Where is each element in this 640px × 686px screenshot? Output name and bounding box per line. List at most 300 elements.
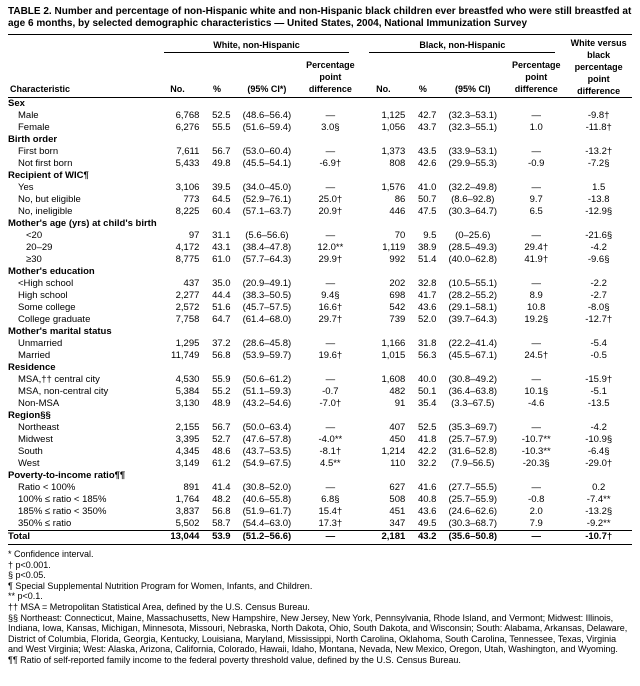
value-cell: 9.4§ [321, 290, 340, 301]
value-cell: (43.7–53.5) [242, 446, 292, 457]
value-cell: -11.8† [585, 122, 612, 133]
value-cell: (57.1–63.7) [242, 206, 292, 217]
data-row [8, 254, 632, 266]
value-cell: 4,530 [175, 374, 200, 385]
value-cell: (52.9–76.1) [242, 194, 292, 205]
value-cell: 627 [389, 482, 406, 493]
characteristic-cell: Not first born [18, 158, 73, 169]
value-cell: (51.6–59.4) [242, 122, 292, 133]
value-cell: 3,106 [175, 182, 200, 193]
value-cell: (25.7–57.9) [448, 434, 498, 445]
value-cell: 5,433 [175, 158, 200, 169]
characteristic-cell: Unmarried [18, 338, 63, 349]
value-cell: 16.6† [318, 302, 343, 313]
characteristic-cell: No, ineligible [18, 206, 73, 217]
value-cell: 1,015 [381, 350, 406, 361]
value-cell: 44.4 [212, 290, 231, 301]
characteristic-cell: Yes [18, 182, 34, 193]
value-cell: (47.6–57.8) [242, 434, 292, 445]
spacer-cell [8, 35, 154, 53]
value-cell: 86 [394, 194, 406, 205]
value-cell: 43.7 [417, 122, 437, 133]
value-cell: 41.0 [417, 182, 437, 193]
characteristic-cell: Mother's age (yrs) at child's birth [8, 218, 157, 229]
value-cell: 53.9 [201, 531, 232, 545]
data-row [8, 422, 632, 434]
value-cell: 64.5 [212, 194, 231, 205]
value-cell: -13.5 [587, 398, 610, 409]
value-cell: (5.6–56.6) [245, 230, 289, 241]
value-cell: — [325, 422, 336, 433]
data-row [8, 290, 632, 302]
value-cell: -6.4§ [587, 446, 610, 457]
characteristic-cell: Region§§ [8, 410, 51, 421]
value-cell: 48.2 [212, 494, 231, 505]
characteristic-cell: Some college [18, 302, 76, 313]
value-cell: 482 [389, 386, 406, 397]
value-cell: (29.1–58.1) [448, 302, 498, 313]
value-cell: 43.6 [417, 302, 437, 313]
data-row [8, 350, 632, 362]
value-cell: -0.7 [322, 386, 339, 397]
characteristic-cell: First born [18, 146, 59, 157]
value-cell: 3,837 [175, 506, 200, 517]
value-cell: (32.2–49.8) [448, 182, 498, 193]
value-cell: — [325, 278, 336, 289]
white-group-header [154, 35, 360, 53]
value-cell: 52.0 [417, 314, 437, 325]
value-cell: 50.7 [417, 194, 437, 205]
value-cell: — [325, 374, 336, 385]
value-cell: 1.0 [529, 122, 543, 133]
value-cell: 13,044 [154, 531, 202, 545]
value-cell: 407 [389, 422, 406, 433]
data-row [8, 182, 632, 194]
value-cell: — [531, 482, 541, 493]
characteristic-cell: Midwest [18, 434, 53, 445]
data-row [8, 518, 632, 531]
value-cell: -10.3** [521, 446, 551, 457]
value-cell: 56.7 [212, 422, 231, 433]
data-row [8, 482, 632, 494]
value-cell: (39.7–64.3) [448, 314, 498, 325]
value-cell: 29.7† [318, 314, 343, 325]
value-cell: (53.9–59.7) [242, 350, 292, 361]
data-row [8, 314, 632, 326]
value-cell: -9.8† [587, 110, 610, 121]
characteristic-cell: 20–29 [26, 242, 53, 253]
data-row [8, 506, 632, 518]
value-cell: 56.7 [212, 146, 231, 157]
value-cell: -13.2† [585, 146, 613, 157]
value-cell: (45.5–54.1) [242, 158, 292, 169]
value-cell: (35.3–69.7) [448, 422, 498, 433]
value-cell: 2,181 [359, 531, 407, 545]
value-cell: (0–25.6) [455, 230, 491, 241]
value-cell: (30.8–49.2) [448, 374, 498, 385]
black-no-header: No. [359, 53, 407, 98]
characteristic-cell: MSA,†† central city [18, 374, 100, 385]
value-cell: 3,395 [175, 434, 200, 445]
footnote: §§ Northeast: Connecticut, Maine, Massachusetts, New Hampshire, New Jersey, New York, Pennsylvania, Rhode Island, and Vermont; Midwest: Illinois, Indiana, Iowa, Kansas, Michigan, Minnesota, Missouri, Nebraska, North Dakota, Ohio, South Dakota, and Wisconsin; South: Alabama, Arkansas, Delaware, District of Columbia, Florida, Georgia, Kentucky, Louisiana, Maryland, Mississippi, North Carolina, Oklahoma, South Carolina, Tennessee, Texas, Virginia and West Virginia; West: Alaska, Arizona, California, Colorado, Hawaii, Idaho, Montana, Nevada, New Mexico, Oregon, Utah, Washington, and Wyoming. [8, 612, 628, 655]
value-cell: 41.4 [212, 482, 231, 493]
value-cell: (34.0–45.0) [242, 182, 292, 193]
group-header-row [8, 362, 632, 374]
value-cell: 42.2 [417, 446, 437, 457]
group-header-row [8, 98, 632, 111]
value-cell: 5,502 [175, 518, 200, 529]
value-cell: (29.9–55.3) [448, 158, 498, 169]
characteristic-cell: <20 [26, 230, 43, 241]
value-cell: (3.3–67.5) [451, 398, 495, 409]
value-cell: 347 [389, 518, 406, 529]
value-cell: 15.4† [318, 506, 343, 517]
characteristic-cell: Total [8, 531, 154, 545]
table-title: TABLE 2. Number and percentage of non-Hispanic white and non-Hispanic black children ever breastfed who were still breastfed at age 6 months, by selected demographic characteristics — United States, 2004, National Immunization Survey [8, 6, 632, 29]
value-cell: (57.7–64.3) [242, 254, 292, 265]
group-header-row [8, 134, 632, 146]
value-cell: 48.6 [212, 446, 231, 457]
value-cell: 7,758 [175, 314, 200, 325]
data-row [8, 110, 632, 122]
white-diff-header: Percentage point difference [301, 53, 359, 98]
value-cell: 31.8 [417, 338, 437, 349]
characteristic-cell: Poverty-to-income ratio¶¶ [8, 470, 126, 481]
value-cell: (51.1–59.3) [242, 386, 292, 397]
value-cell: 1,373 [381, 146, 406, 157]
value-cell: -4.6 [528, 398, 545, 409]
value-cell: 8,775 [175, 254, 200, 265]
value-cell: (45.7–57.5) [242, 302, 292, 313]
value-cell: -13.8 [587, 194, 610, 205]
value-cell: 202 [389, 278, 406, 289]
characteristic-cell: Mother's marital status [8, 326, 112, 337]
footnote: † p<0.001. [8, 559, 51, 570]
value-cell: (30.8–52.0) [242, 482, 292, 493]
value-cell: 42.7 [417, 110, 437, 121]
value-cell: 6,768 [175, 110, 200, 121]
value-cell: -8.0§ [587, 302, 610, 313]
value-cell: — [325, 482, 336, 493]
data-row [8, 494, 632, 506]
white-ci-header: (95% CI*) [233, 53, 302, 98]
value-cell: — [301, 531, 359, 545]
characteristic-cell: No, but eligible [18, 194, 81, 205]
value-cell: 446 [389, 206, 406, 217]
table-header [8, 35, 632, 98]
value-cell: 4.5** [320, 458, 341, 469]
value-cell: 41.9† [524, 254, 549, 265]
data-row [8, 206, 632, 218]
value-cell: 56.8 [212, 506, 231, 517]
value-cell: 2,572 [175, 302, 200, 313]
value-cell: 55.2 [212, 386, 231, 397]
value-cell: 5,384 [175, 386, 200, 397]
value-cell: -10.7† [565, 531, 632, 545]
value-cell: -5.1 [590, 386, 607, 397]
value-cell: — [531, 374, 541, 385]
value-cell: 992 [389, 254, 406, 265]
value-cell: -4.2 [590, 422, 607, 433]
data-row [8, 278, 632, 290]
value-cell: 39.5 [212, 182, 231, 193]
data-row [8, 338, 632, 350]
footnote: § p<0.05. [8, 570, 46, 581]
value-cell: 60.4 [212, 206, 231, 217]
black-ci-header: (95% CI) [438, 53, 507, 98]
footnote: ** p<0.1. [8, 591, 43, 602]
value-cell: 891 [183, 482, 200, 493]
value-cell: 1,295 [175, 338, 200, 349]
value-cell: 47.5 [417, 206, 437, 217]
characteristic-cell: <High school [18, 278, 74, 289]
value-cell: 41.8 [417, 434, 437, 445]
value-cell: (38.3–50.5) [242, 290, 292, 301]
value-cell: — [531, 338, 541, 349]
value-cell: (25.7–55.9) [448, 494, 498, 505]
value-cell: 698 [389, 290, 406, 301]
value-cell: (51.9–61.7) [242, 506, 292, 517]
value-cell: -6.9† [319, 158, 342, 169]
characteristic-cell: Birth order [8, 134, 58, 145]
data-row [8, 374, 632, 386]
value-cell: 32.8 [417, 278, 437, 289]
value-cell: (33.9–53.1) [448, 146, 498, 157]
characteristic-cell: Married [18, 350, 51, 361]
value-cell: 7,611 [176, 146, 200, 157]
group-header-row [8, 326, 632, 338]
white-pct-header: % [201, 53, 232, 98]
value-cell: 450 [389, 434, 406, 445]
value-cell: 51.6 [212, 302, 231, 313]
characteristic-cell: Northeast [18, 422, 60, 433]
data-row [8, 122, 632, 134]
characteristic-cell: Sex [8, 98, 25, 109]
value-cell: (40.6–55.8) [242, 494, 292, 505]
value-cell: 1,576 [381, 182, 406, 193]
value-cell: 91 [394, 398, 406, 409]
group-header-row [8, 410, 632, 422]
value-cell: 773 [183, 194, 200, 205]
value-cell: — [325, 110, 336, 121]
characteristic-header: Characteristic [8, 53, 154, 98]
value-cell: 42.6 [417, 158, 437, 169]
characteristic-cell: High school [18, 290, 68, 301]
value-cell: 43.1 [212, 242, 231, 253]
value-cell: -29.0† [585, 458, 613, 469]
group-header-row [8, 170, 632, 182]
value-cell: 51.4 [417, 254, 437, 265]
value-cell: 2,155 [175, 422, 200, 433]
value-cell: 70 [394, 230, 406, 241]
value-cell: 11,749 [171, 350, 200, 361]
value-cell: 61.0 [212, 254, 231, 265]
value-cell: 7.9 [529, 518, 543, 529]
value-cell: 40.8 [417, 494, 437, 505]
value-cell: — [325, 182, 336, 193]
value-cell: 56.8 [212, 350, 231, 361]
value-cell: (51.2–56.6) [233, 531, 302, 545]
value-cell: 40.0 [417, 374, 437, 385]
value-cell: 1,764 [175, 494, 200, 505]
characteristic-cell: West [18, 458, 40, 469]
characteristic-cell: Non-MSA [18, 398, 60, 409]
table-body [8, 98, 632, 545]
value-cell: -7.2§ [587, 158, 610, 169]
characteristic-cell: 100% ≤ ratio < 185% [18, 494, 107, 505]
data-row [8, 158, 632, 170]
value-cell: 2.0 [529, 506, 543, 517]
value-cell: — [531, 422, 541, 433]
value-cell: (24.6–62.6) [448, 506, 498, 517]
value-cell: (43.2–54.6) [242, 398, 292, 409]
value-cell: 55.9 [212, 374, 231, 385]
characteristic-cell: Female [18, 122, 50, 133]
footnote: * Confidence interval. [8, 549, 94, 559]
data-table [8, 34, 632, 545]
value-cell: (36.4–63.8) [448, 386, 498, 397]
value-cell: 52.5 [417, 422, 437, 433]
value-cell: 1,608 [381, 374, 406, 385]
value-cell: -12.7† [585, 314, 613, 325]
value-cell: 1,125 [381, 110, 406, 121]
value-cell: 3,149 [175, 458, 200, 469]
value-cell: (32.3–53.1) [448, 110, 498, 121]
value-cell: (20.9–49.1) [242, 278, 292, 289]
value-cell: (50.0–63.4) [242, 422, 292, 433]
value-cell: 437 [183, 278, 200, 289]
value-cell: 1,166 [381, 338, 406, 349]
characteristic-cell: 185% ≤ ratio < 350% [18, 506, 107, 517]
value-cell: — [531, 146, 541, 157]
value-cell: (61.4–68.0) [242, 314, 292, 325]
white-vs-black-header: White versus black percentage point difference [565, 35, 632, 98]
data-row [8, 194, 632, 206]
value-cell: 8,225 [175, 206, 200, 217]
characteristic-cell: South [18, 446, 43, 457]
data-row [8, 302, 632, 314]
value-cell: (40.0–62.8) [448, 254, 498, 265]
value-cell: 41.7 [417, 290, 437, 301]
value-cell: 1,214 [381, 446, 406, 457]
value-cell: (8.6–92.8) [451, 194, 495, 205]
value-cell: (28.6–45.8) [242, 338, 292, 349]
value-cell: 0.2 [592, 482, 606, 493]
value-cell: 6.8§ [321, 494, 340, 505]
value-cell: (50.6–61.2) [242, 374, 292, 385]
value-cell: 56.3 [417, 350, 437, 361]
value-cell: -9.2** [586, 518, 611, 529]
value-cell: -0.9 [528, 158, 545, 169]
value-cell: 19.2§ [524, 314, 549, 325]
value-cell: 1.5 [592, 182, 606, 193]
value-cell: 10.8 [526, 302, 546, 313]
data-row [8, 146, 632, 158]
value-cell: -10.9§ [585, 434, 613, 445]
value-cell: (27.7–55.5) [448, 482, 498, 493]
value-cell: (32.3–55.1) [448, 122, 498, 133]
footnote: ¶ Special Supplemental Nutrition Program for Women, Infants, and Children. [8, 580, 313, 591]
value-cell: 739 [389, 314, 406, 325]
value-cell: — [325, 146, 336, 157]
value-cell: 451 [389, 506, 406, 517]
value-cell: — [531, 230, 541, 241]
value-cell: (10.5–55.1) [448, 278, 498, 289]
value-cell: 41.6 [417, 482, 437, 493]
value-cell: 9.5 [423, 230, 437, 241]
footnote: ¶¶ Ratio of self-reported family income to the federal poverty threshold value, defined by the U.S. Census Bureau. [8, 654, 461, 665]
value-cell: -7.4** [586, 494, 611, 505]
black-group-header [359, 35, 565, 53]
value-cell: 31.1 [212, 230, 231, 241]
value-cell: -0.5 [590, 350, 607, 361]
value-cell: (54.9–67.5) [242, 458, 292, 469]
value-cell: 12.0** [317, 242, 344, 253]
value-cell: -13.2§ [585, 506, 613, 517]
value-cell: 35.0 [212, 278, 231, 289]
white-no-header: No. [154, 53, 202, 98]
black-group-label: Black, non-Hispanic [369, 39, 555, 53]
value-cell: 9.7 [529, 194, 543, 205]
value-cell: 1,119 [382, 242, 406, 253]
value-cell: -5.4 [590, 338, 607, 349]
footnote: †† MSA = Metropolitan Statistical Area, defined by the U.S. Census Bureau. [8, 601, 310, 612]
value-cell: 8.9 [529, 290, 543, 301]
value-cell: — [531, 110, 541, 121]
value-cell: 3,130 [175, 398, 200, 409]
value-cell: 37.2 [212, 338, 231, 349]
data-row [8, 398, 632, 410]
value-cell: 17.3† [318, 518, 343, 529]
value-cell: 38.9 [417, 242, 437, 253]
characteristic-cell: ≥30 [26, 254, 42, 265]
value-cell: 50.1 [417, 386, 437, 397]
value-cell: 43.5 [417, 146, 437, 157]
value-cell: -9.6§ [587, 254, 610, 265]
value-cell: -21.6§ [585, 230, 613, 241]
value-cell: -7.0† [319, 398, 342, 409]
value-cell: (22.2–41.4) [448, 338, 498, 349]
black-diff-header: Percentage point difference [507, 53, 565, 98]
value-cell: (30.3–68.7) [448, 518, 498, 529]
value-cell: 4,345 [175, 446, 200, 457]
data-row [8, 446, 632, 458]
characteristic-cell: Mother's education [8, 266, 95, 277]
data-row [8, 458, 632, 470]
value-cell: -15.9† [585, 374, 613, 385]
characteristic-cell: MSA, non-central city [18, 386, 109, 397]
value-cell: — [507, 531, 565, 545]
value-cell: 58.7 [212, 518, 231, 529]
value-cell: -12.9§ [585, 206, 613, 217]
value-cell: (35.6–50.8) [438, 531, 507, 545]
value-cell: (54.4–63.0) [242, 518, 292, 529]
characteristic-cell: Recipient of WIC¶ [8, 170, 89, 181]
value-cell: — [531, 182, 541, 193]
value-cell: -10.7** [521, 434, 551, 445]
value-cell: — [325, 230, 336, 241]
value-cell: 4,172 [175, 242, 200, 253]
value-cell: (28.5–49.3) [448, 242, 498, 253]
value-cell: -4.2 [590, 242, 607, 253]
value-cell: 29.4† [524, 242, 549, 253]
value-cell: 64.7 [212, 314, 231, 325]
value-cell: (30.3–64.7) [448, 206, 498, 217]
value-cell: 48.9 [212, 398, 231, 409]
value-cell: 6,276 [175, 122, 200, 133]
value-cell: 2,277 [175, 290, 200, 301]
value-cell: (48.6–56.4) [242, 110, 292, 121]
